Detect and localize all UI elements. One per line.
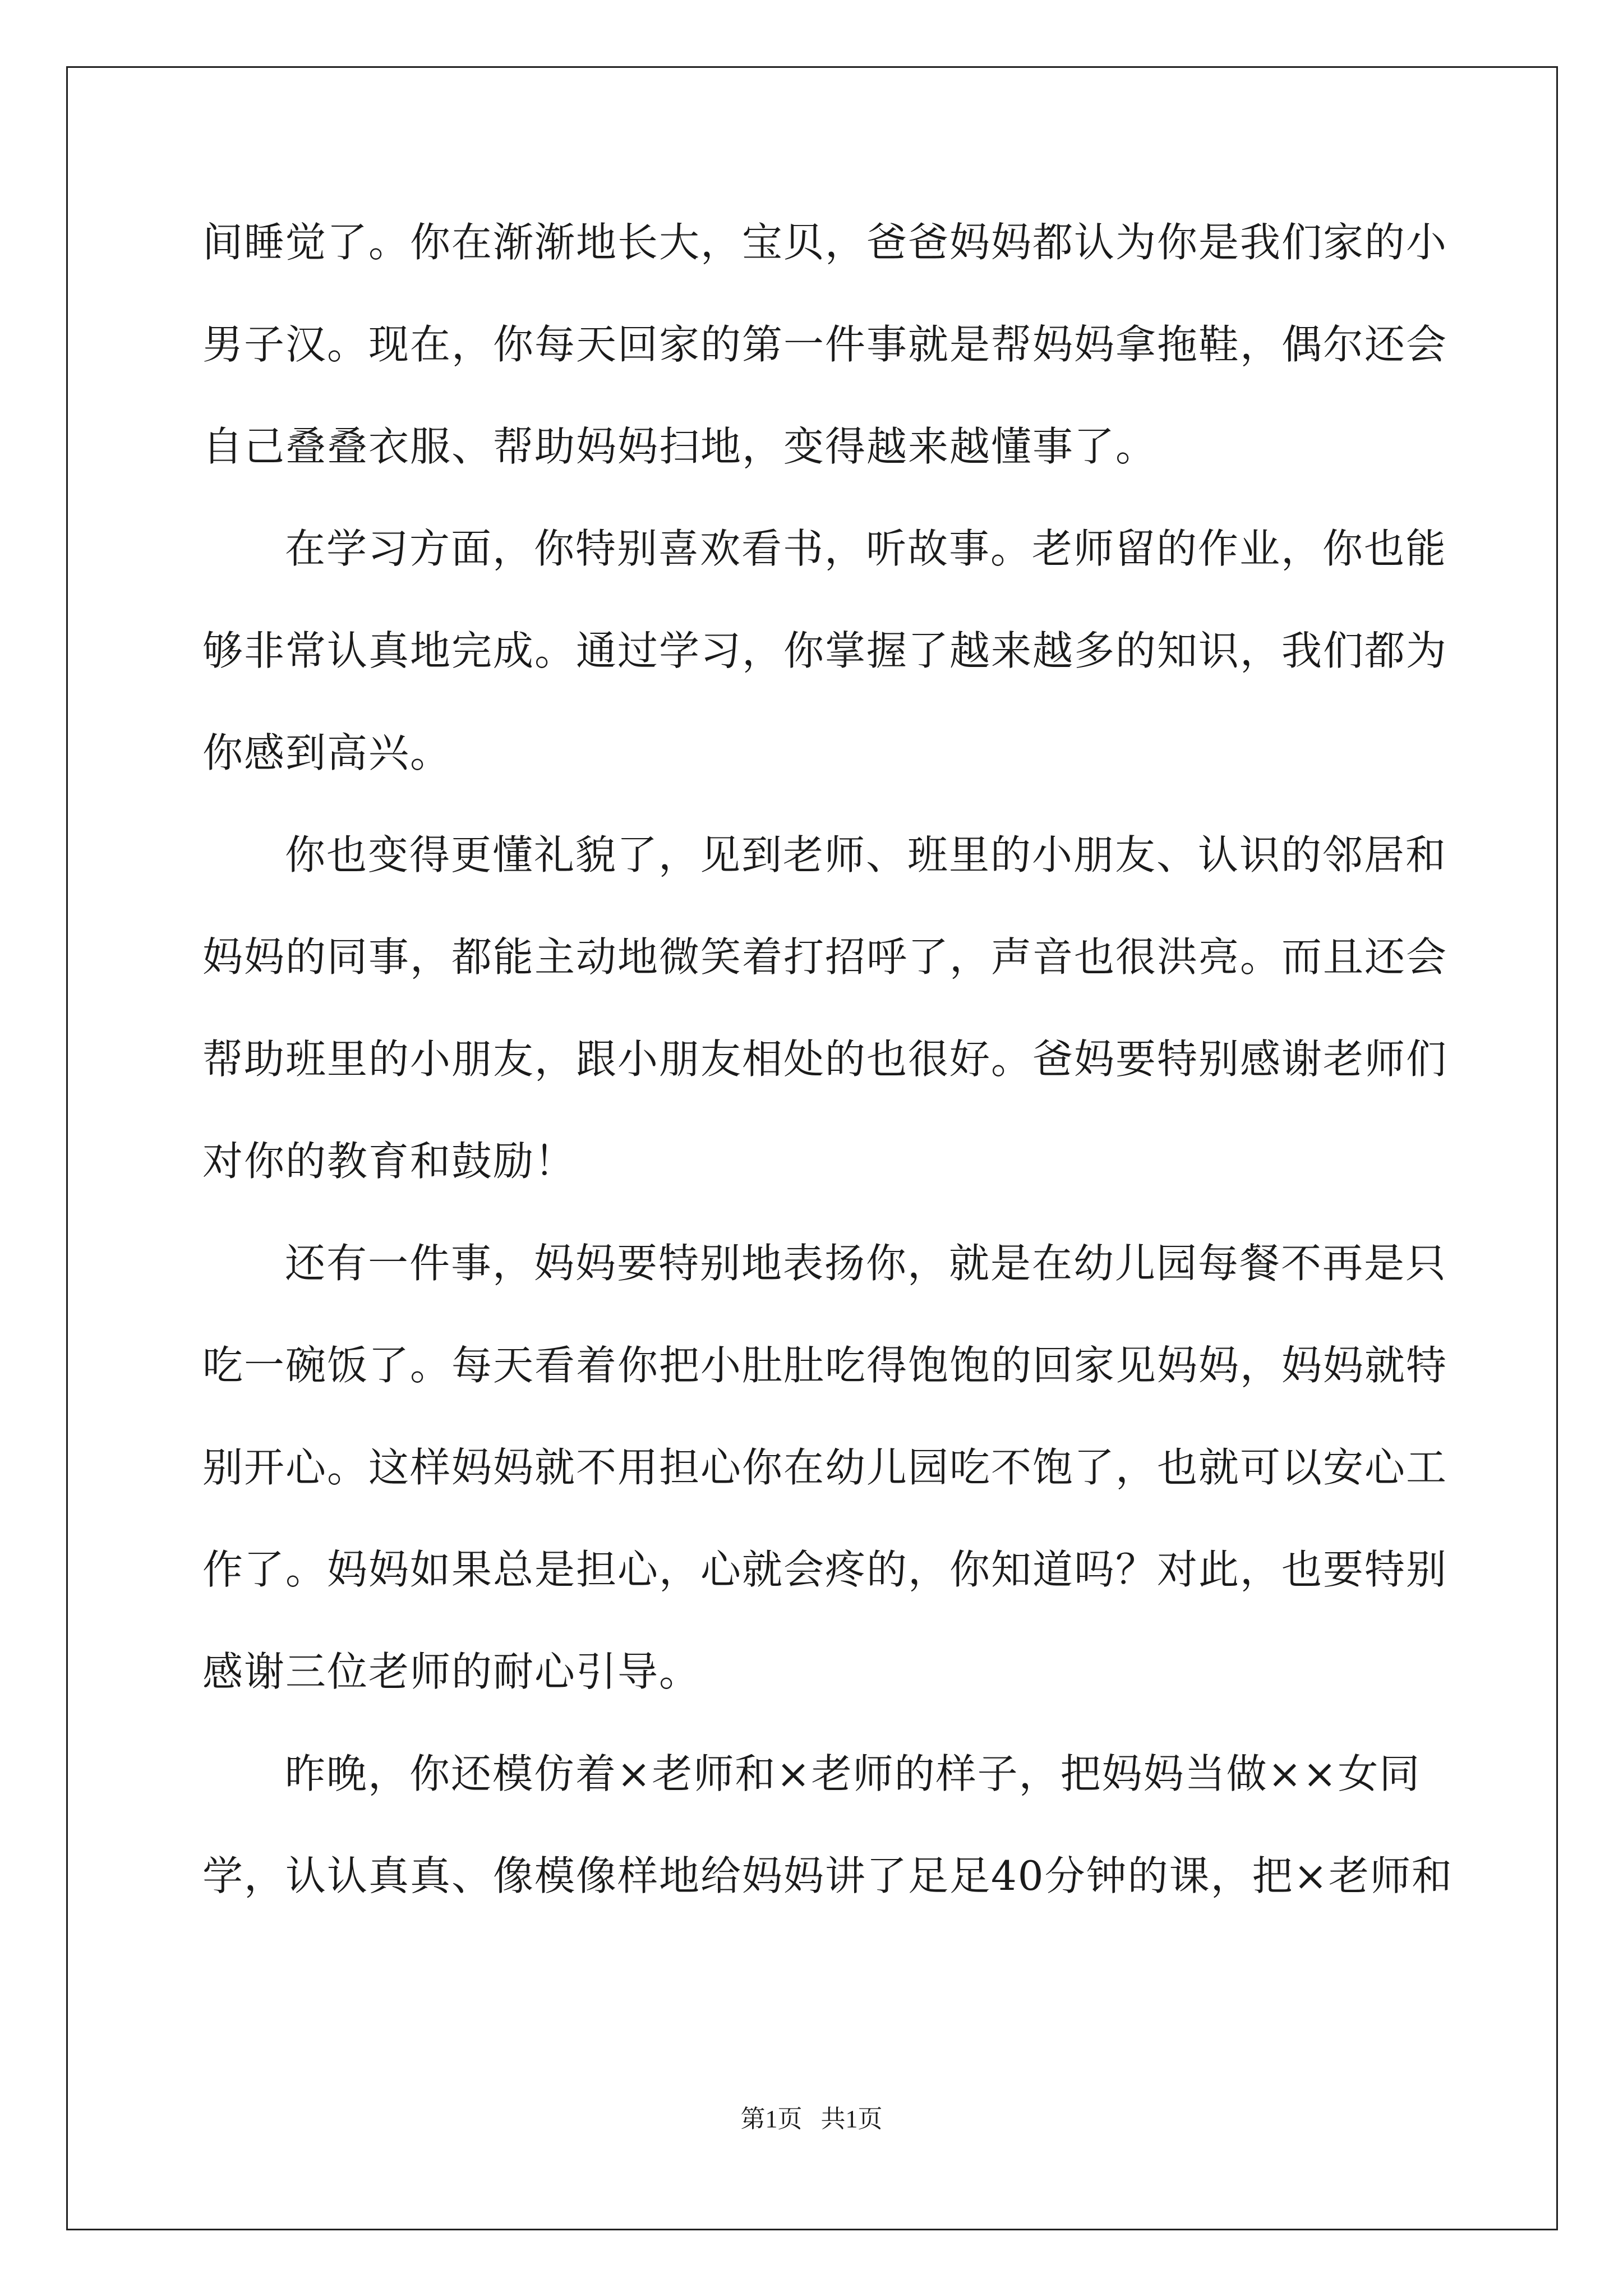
- text-line: 吃一碗饭了。每天看着你把小肚肚吃得饱饱的回家见妈妈，妈妈就特: [202, 1342, 1448, 1389]
- text-line: 自己叠叠衣服、帮助妈妈扫地，变得越来越懂事了。: [202, 423, 1158, 470]
- text-line: 帮助班里的小朋友，跟小朋友相处的也很好。爸妈要特别感谢老师们: [202, 1036, 1448, 1083]
- text-line: 间睡觉了。你在渐渐地长大，宝贝，爸爸妈妈都认为你是我们家的小: [202, 219, 1448, 266]
- text-line: 昨晚，你还模仿着×老师和×老师的样子，把妈妈当做××女同: [285, 1750, 1421, 1797]
- text-line: 对你的教育和鼓励！: [202, 1138, 577, 1185]
- text-line: 够非常认真地完成。通过学习，你掌握了越来越多的知识，我们都为: [202, 627, 1448, 674]
- text-line: 别开心。这样妈妈就不用担心你在幼儿园吃不饱了，也就可以安心工: [202, 1444, 1448, 1491]
- text-line: 你感到高兴。: [202, 729, 452, 776]
- text-line: 你也变得更懂礼貌了，见到老师、班里的小朋友、认识的邻居和: [285, 831, 1447, 878]
- page-footer: 第1页 共1页: [740, 2105, 883, 2133]
- document-body: [202, 213, 1453, 1949]
- text-line: 感谢三位老师的耐心引导。: [202, 1648, 701, 1695]
- text-line: 学，认认真真、像模像样地给妈妈讲了足足40分钟的课，把×老师和: [202, 1852, 1453, 1899]
- text-line: 男子汉。现在，你每天回家的第一件事就是帮妈妈拿拖鞋，偶尔还会: [202, 321, 1448, 368]
- text-line: 还有一件事，妈妈要特别地表扬你，就是在幼儿园每餐不再是只: [285, 1240, 1447, 1287]
- text-line: 妈妈的同事，都能主动地微笑着打招呼了，声音也很洪亮。而且还会: [202, 933, 1448, 981]
- text-line: 在学习方面，你特别喜欢看书，听故事。老师留的作业，你也能: [285, 525, 1447, 572]
- text-line: 作了。妈妈如果总是担心，心就会疼的，你知道吗？对此，也要特别: [202, 1546, 1448, 1593]
